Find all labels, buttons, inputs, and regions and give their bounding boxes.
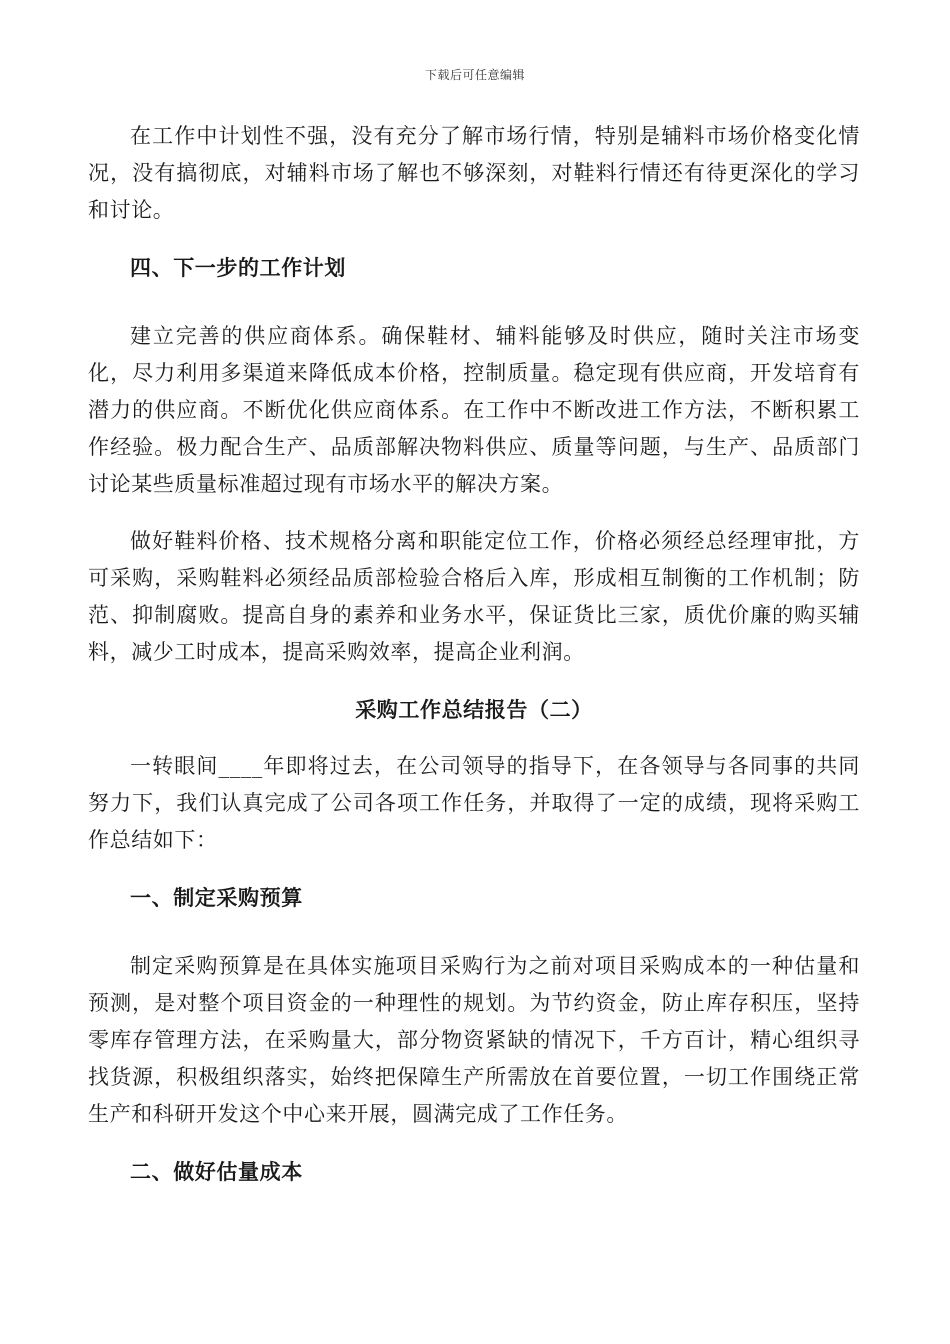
document-body: [88, 118, 860, 1222]
section-heading-cost-estimate: 二、做好估量成本: [130, 1159, 303, 1184]
paragraph-price-separation: 做好鞋料价格、技术规格分离和职能定位工作，价格必须经总经理审批，方可采购，采购鞋料必须经品质部检验合格后入库，形成相互制衡的工作机制；防范、抑制腐败。提高自身的素养和业务水平，保证货比三家，质优价廉的购买辅料，减少工时成本，提高采购效率，提高企业利润。: [88, 529, 860, 664]
paragraph-intro: 一转眼间____年即将过去，在公司领导的指导下，在各领导与各同事的共同努力下，我们认真完成了公司各项工作任务，并取得了一定的成绩，现将采购工作总结如下：: [88, 754, 860, 852]
section-heading-budget: 一、制定采购预算: [130, 885, 303, 910]
paragraph-supplier-system: 建立完善的供应商体系。确保鞋材、辅料能够及时供应，随时关注市场变化，尽力利用多渠道来降低成本价格，控制质量。稳定现有供应商，开发培育有潜力的供应商。不断优化供应商体系。在工作中不断改进工作方法，不断积累工作经验。极力配合生产、品质部解决物料供应、质量等问题，与生产、品质部门讨论某些质量标准超过现有市场水平的解决方案。: [88, 324, 860, 496]
paragraph-budget: 制定采购预算是在具体实施项目采购行为之前对项目采购成本的一种估量和预测，是对整个项目资金的一种理性的规划。为节约资金，防止库存积压，坚持零库存管理方法，在采购量大，部分物资紧缺的情况下，千方百计，精心组织寻找货源，积极组织落实，始终把保障生产所需放在首要位置，一切工作围绕正常生产和科研开发这个中心来开展，圆满完成了工作任务。: [88, 954, 860, 1126]
report-title: 采购工作总结报告（二）: [355, 697, 593, 722]
section-heading-next-plan: 四、下一步的工作计划: [130, 255, 346, 280]
header-note: 下载后可任意编辑: [424, 68, 525, 82]
paragraph-market-awareness: 在工作中计划性不强，没有充分了解市场行情，特别是辅料市场价格变化情况，没有搞彻底，对辅料市场了解也不够深刻，对鞋料行情还有待更深化的学习和讨论。: [88, 124, 860, 222]
